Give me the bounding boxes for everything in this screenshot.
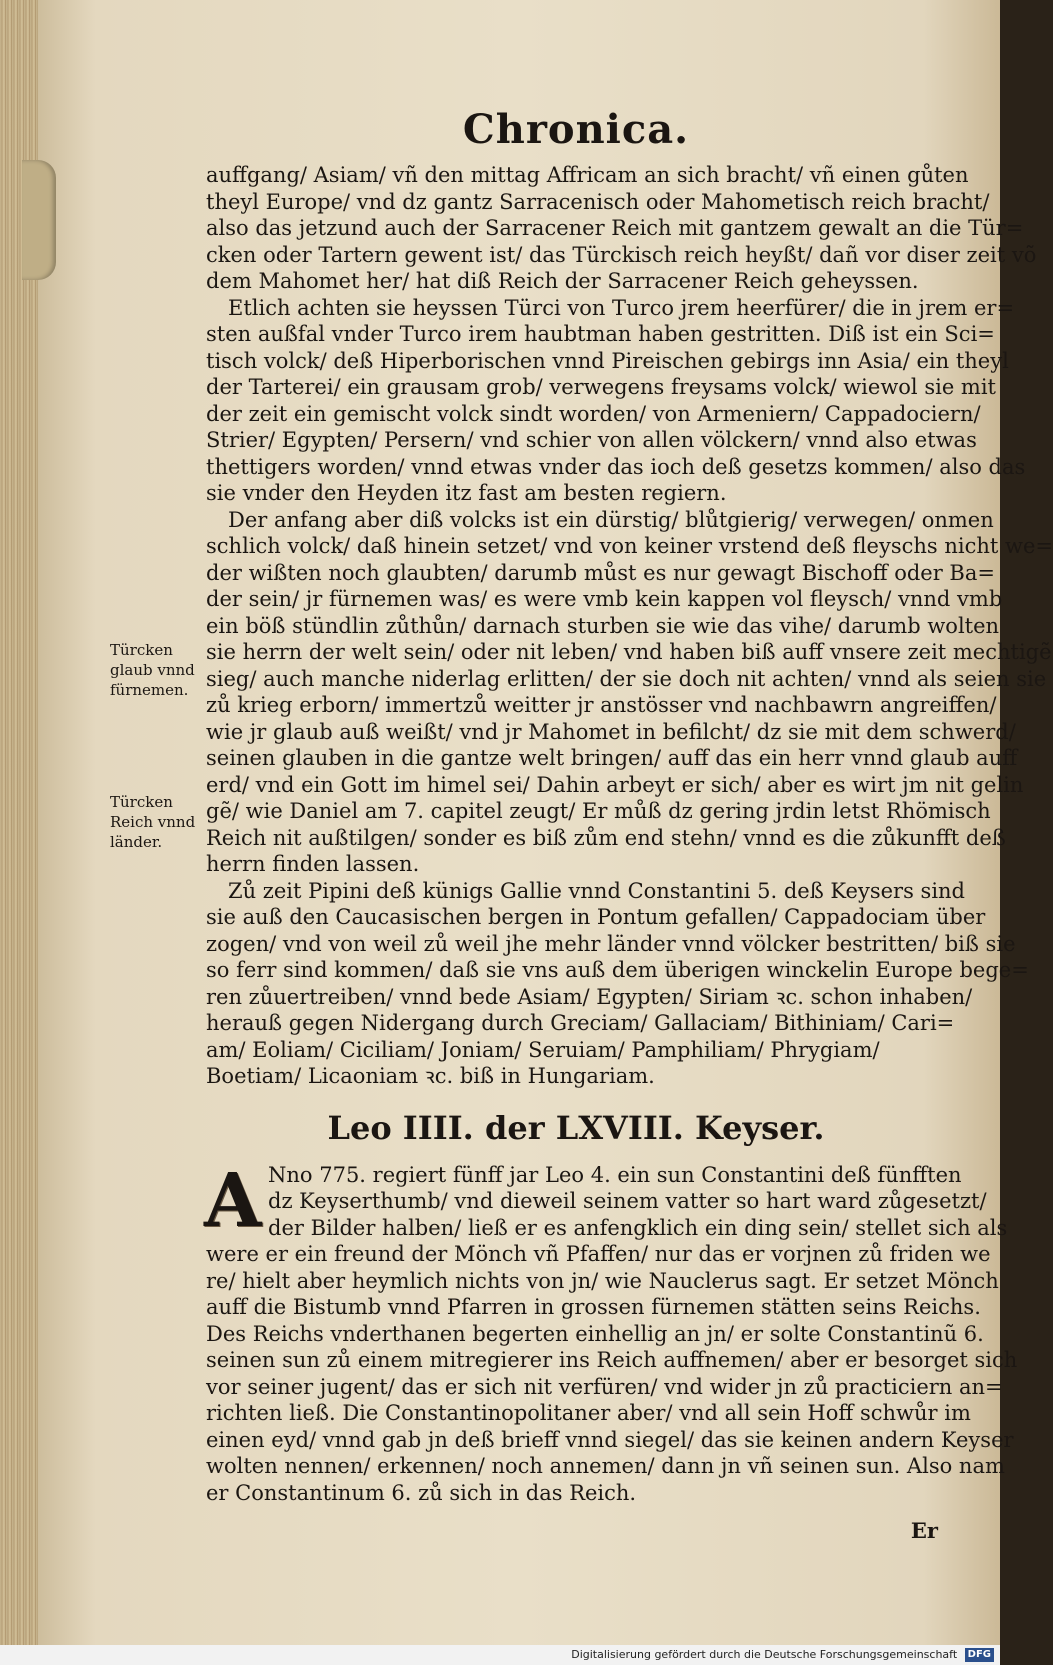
text-line: theyl Europe/ vnd dz gantz Sarracenisch oder Mahometisch reich bracht/ xyxy=(206,189,990,214)
text-block xyxy=(204,100,1053,1560)
catchword: Er xyxy=(910,1518,938,1543)
text-line: thettigers worden/ vnnd etwas vnder das ioch deß gesetzs kommen/ also das xyxy=(206,454,1026,479)
text-line: sieg/ auch manche niderlag erlitten/ der sie doch nit achten/ vnnd als seien sie xyxy=(206,666,1047,691)
text-line: der Bilder halben/ ließ er es anfengklich ein ding sein/ stellet sich als xyxy=(268,1215,1008,1240)
text-line: herauß gegen Nidergang durch Greciam/ Gallaciam/ Bithiniam/ Cari= xyxy=(206,1011,955,1035)
text-line: sie herrn der welt sein/ oder nit leben/ vnd haben biß auff vnsere zeit mechtigẽ xyxy=(206,640,1052,664)
text-line: Reich nit außtilgen/ sonder es biß zům end stehn/ vnnd es die zůkunfft deß xyxy=(206,825,1006,850)
book-page xyxy=(38,0,1053,1645)
text-line: er Constantinum 6. zů sich in das Reich. xyxy=(206,1480,637,1505)
dfg-logo: DFG xyxy=(965,1648,994,1662)
text-line: seinen sun zů einem mitregierer ins Reich auffnemen/ aber er besorget sich xyxy=(206,1348,1018,1372)
text-line: ren zůuertreiben/ vnnd bede Asiam/ Egypten/ Siriam ꝛc. schon inhaben/ xyxy=(206,984,973,1009)
marginal-note-line: länder. xyxy=(110,833,163,851)
text-line: der zeit ein gemischt volck sindt worden/ von Armeniern/ Cappadociern/ xyxy=(206,401,981,426)
marginal-note-line: glaub vnnd xyxy=(110,661,195,679)
text-line: re/ hielt aber heymlich nichts von jn/ wie Nauclerus sagt. Er setzet Mönch xyxy=(206,1268,999,1293)
text-line: erd/ vnd ein Gott im himel sei/ Dahin arbeyt er sich/ aber es wirt jm nit gelin xyxy=(206,772,1024,797)
section-turks xyxy=(206,162,1053,1090)
text-line: der wißten noch glaubten/ darumb můst es nur gewagt Bischoff oder Ba= xyxy=(206,560,995,585)
text-line: also das jetzund auch der Sarracener Reich mit gantzem gewalt an die Tür= xyxy=(206,216,1024,240)
text-line: der sein/ jr fürnemen was/ es were vmb kein kappen vol fleysch/ vnnd vmb xyxy=(206,587,1003,611)
text-line: sie auß den Caucasischen bergen in Pontum gefallen/ Cappadociam über xyxy=(206,905,986,929)
digitization-footer xyxy=(0,1645,1000,1665)
text-line: tisch volck/ deß Hiperborischen vnnd Pireischen gebirgs inn Asia/ ein theyl xyxy=(206,348,1009,373)
section-leo xyxy=(204,1157,1018,1507)
marginal-note-turks-realm xyxy=(110,792,210,852)
text-line: Strier/ Egypten/ Persern/ vnd schier von allen völckern/ vnnd also etwas xyxy=(206,428,977,452)
text-line: schlich volck/ daß hinein setzet/ vnd von keiner vrstend deß fleyschs nicht we= xyxy=(206,534,1053,558)
text-line: zogen/ vnd von weil zů weil jhe mehr länder vnnd völcker bestritten/ biß sie xyxy=(206,931,1016,956)
text-line: Zů zeit Pipini deß künigs Gallie vnnd Constantini 5. deß Keysers sind xyxy=(228,878,965,903)
text-line: seinen glauben in die gantze welt bringen/ auff das ein herr vnnd glaub auff xyxy=(206,746,1018,770)
footer-text: Digitalisierung gefördert durch die Deutsche Forschungsgemeinschaft xyxy=(571,1648,958,1661)
text-line: sie vnder den Heyden itz fast am besten regiern. xyxy=(206,481,727,505)
chapter-title: Leo IIII. der LXVIII. Keyser. xyxy=(327,1108,825,1147)
text-line: sten außfal vnder Turco irem haubtman haben gestritten. Diß ist ein Sci= xyxy=(206,322,995,346)
text-line: einen eyd/ vnnd gab jn deß brieff vnnd siegel/ das sie keinen andern Keyser xyxy=(206,1427,1014,1452)
text-line: Der anfang aber diß volcks ist ein dürstig/ blůtgierig/ verwegen/ onmen xyxy=(228,507,994,532)
text-line: cken oder Tartern gewent ist/ das Türckisch reich heyßt/ dañ vor diser zeit võ xyxy=(206,242,1037,267)
text-line: auffgang/ Asiam/ vñ den mittag Affricam an sich bracht/ vñ einen gůten xyxy=(206,163,969,187)
text-line: vor seiner jugent/ das er sich nit verfüren/ vnd wider jn zů practiciern an= xyxy=(206,1374,1003,1399)
text-line: am/ Eoliam/ Ciciliam/ Joniam/ Seruiam/ Pamphiliam/ Phrygiam/ xyxy=(206,1037,880,1062)
text-line: der Tarterei/ ein grausam grob/ verwegens freysams volck/ wiewol sie mit xyxy=(206,375,996,399)
text-line: Nno 775. regiert fünff jar Leo 4. ein sun Constantini deß fünfften xyxy=(268,1162,962,1187)
marginal-note-line: Türcken xyxy=(110,641,173,659)
text-line: Etlich achten sie heyssen Türci von Turco jrem heerfürer/ die in jrem er= xyxy=(228,295,1015,320)
marginal-note-turks-faith xyxy=(110,640,210,700)
marginal-note-line: fürnemen. xyxy=(110,681,189,699)
running-head: Chronica. xyxy=(462,106,690,153)
text-line: wolten nennen/ erkennen/ noch annemen/ dann jn vñ seinen sun. Also nam xyxy=(206,1454,1005,1478)
text-line: Des Reichs vnderthanen begerten einhellig an jn/ er solte Constantinũ 6. xyxy=(206,1321,984,1346)
text-line: wie jr glaub auß weißt/ vnd jr Mahomet in befilcht/ dz sie mit dem schwerd/ xyxy=(206,719,1016,744)
text-line: dz Keyserthumb/ vnd dieweil seinem vatter so hart ward zůgesetzt/ xyxy=(268,1189,987,1213)
text-line: richten ließ. Die Constantinopolitaner aber/ vnd all sein Hoff schwůr im xyxy=(206,1401,971,1425)
text-line: dem Mahomet her/ hat diß Reich der Sarracener Reich geheyssen. xyxy=(206,269,919,293)
text-line: so ferr sind kommen/ daß sie vns auß dem überigen winckelin Europe bege= xyxy=(206,958,1029,982)
text-line: zů krieg erborn/ immertzů weitter jr anstösser vnd nachbawrn angreiffen/ xyxy=(206,693,997,717)
text-line: auff die Bistumb vnnd Pfarren in grossen fürnemen stätten seins Reichs. xyxy=(206,1295,981,1319)
text-line: Boetiam/ Licaoniam ꝛc. biß in Hungariam. xyxy=(206,1064,655,1088)
text-line: ein böß stündlin zůthůn/ darnach sturben sie wie das vihe/ darumb wolten xyxy=(206,613,1000,638)
decorated-initial: A xyxy=(204,1157,262,1244)
text-line: were er ein freund der Mönch vñ Pfaffen/ nur das er vorjnen zů friden we xyxy=(206,1242,991,1266)
section-leo-lines xyxy=(204,1157,1018,1507)
book-clip xyxy=(22,160,56,280)
text-line: gẽ/ wie Daniel am 7. capitel zeugt/ Er můß dz gering jrdin letst Rhömisch xyxy=(206,799,991,823)
marginal-note-line: Reich vnnd xyxy=(110,813,196,831)
marginal-note-line: Türcken xyxy=(110,793,173,811)
text-line: herrn finden lassen. xyxy=(206,852,420,876)
